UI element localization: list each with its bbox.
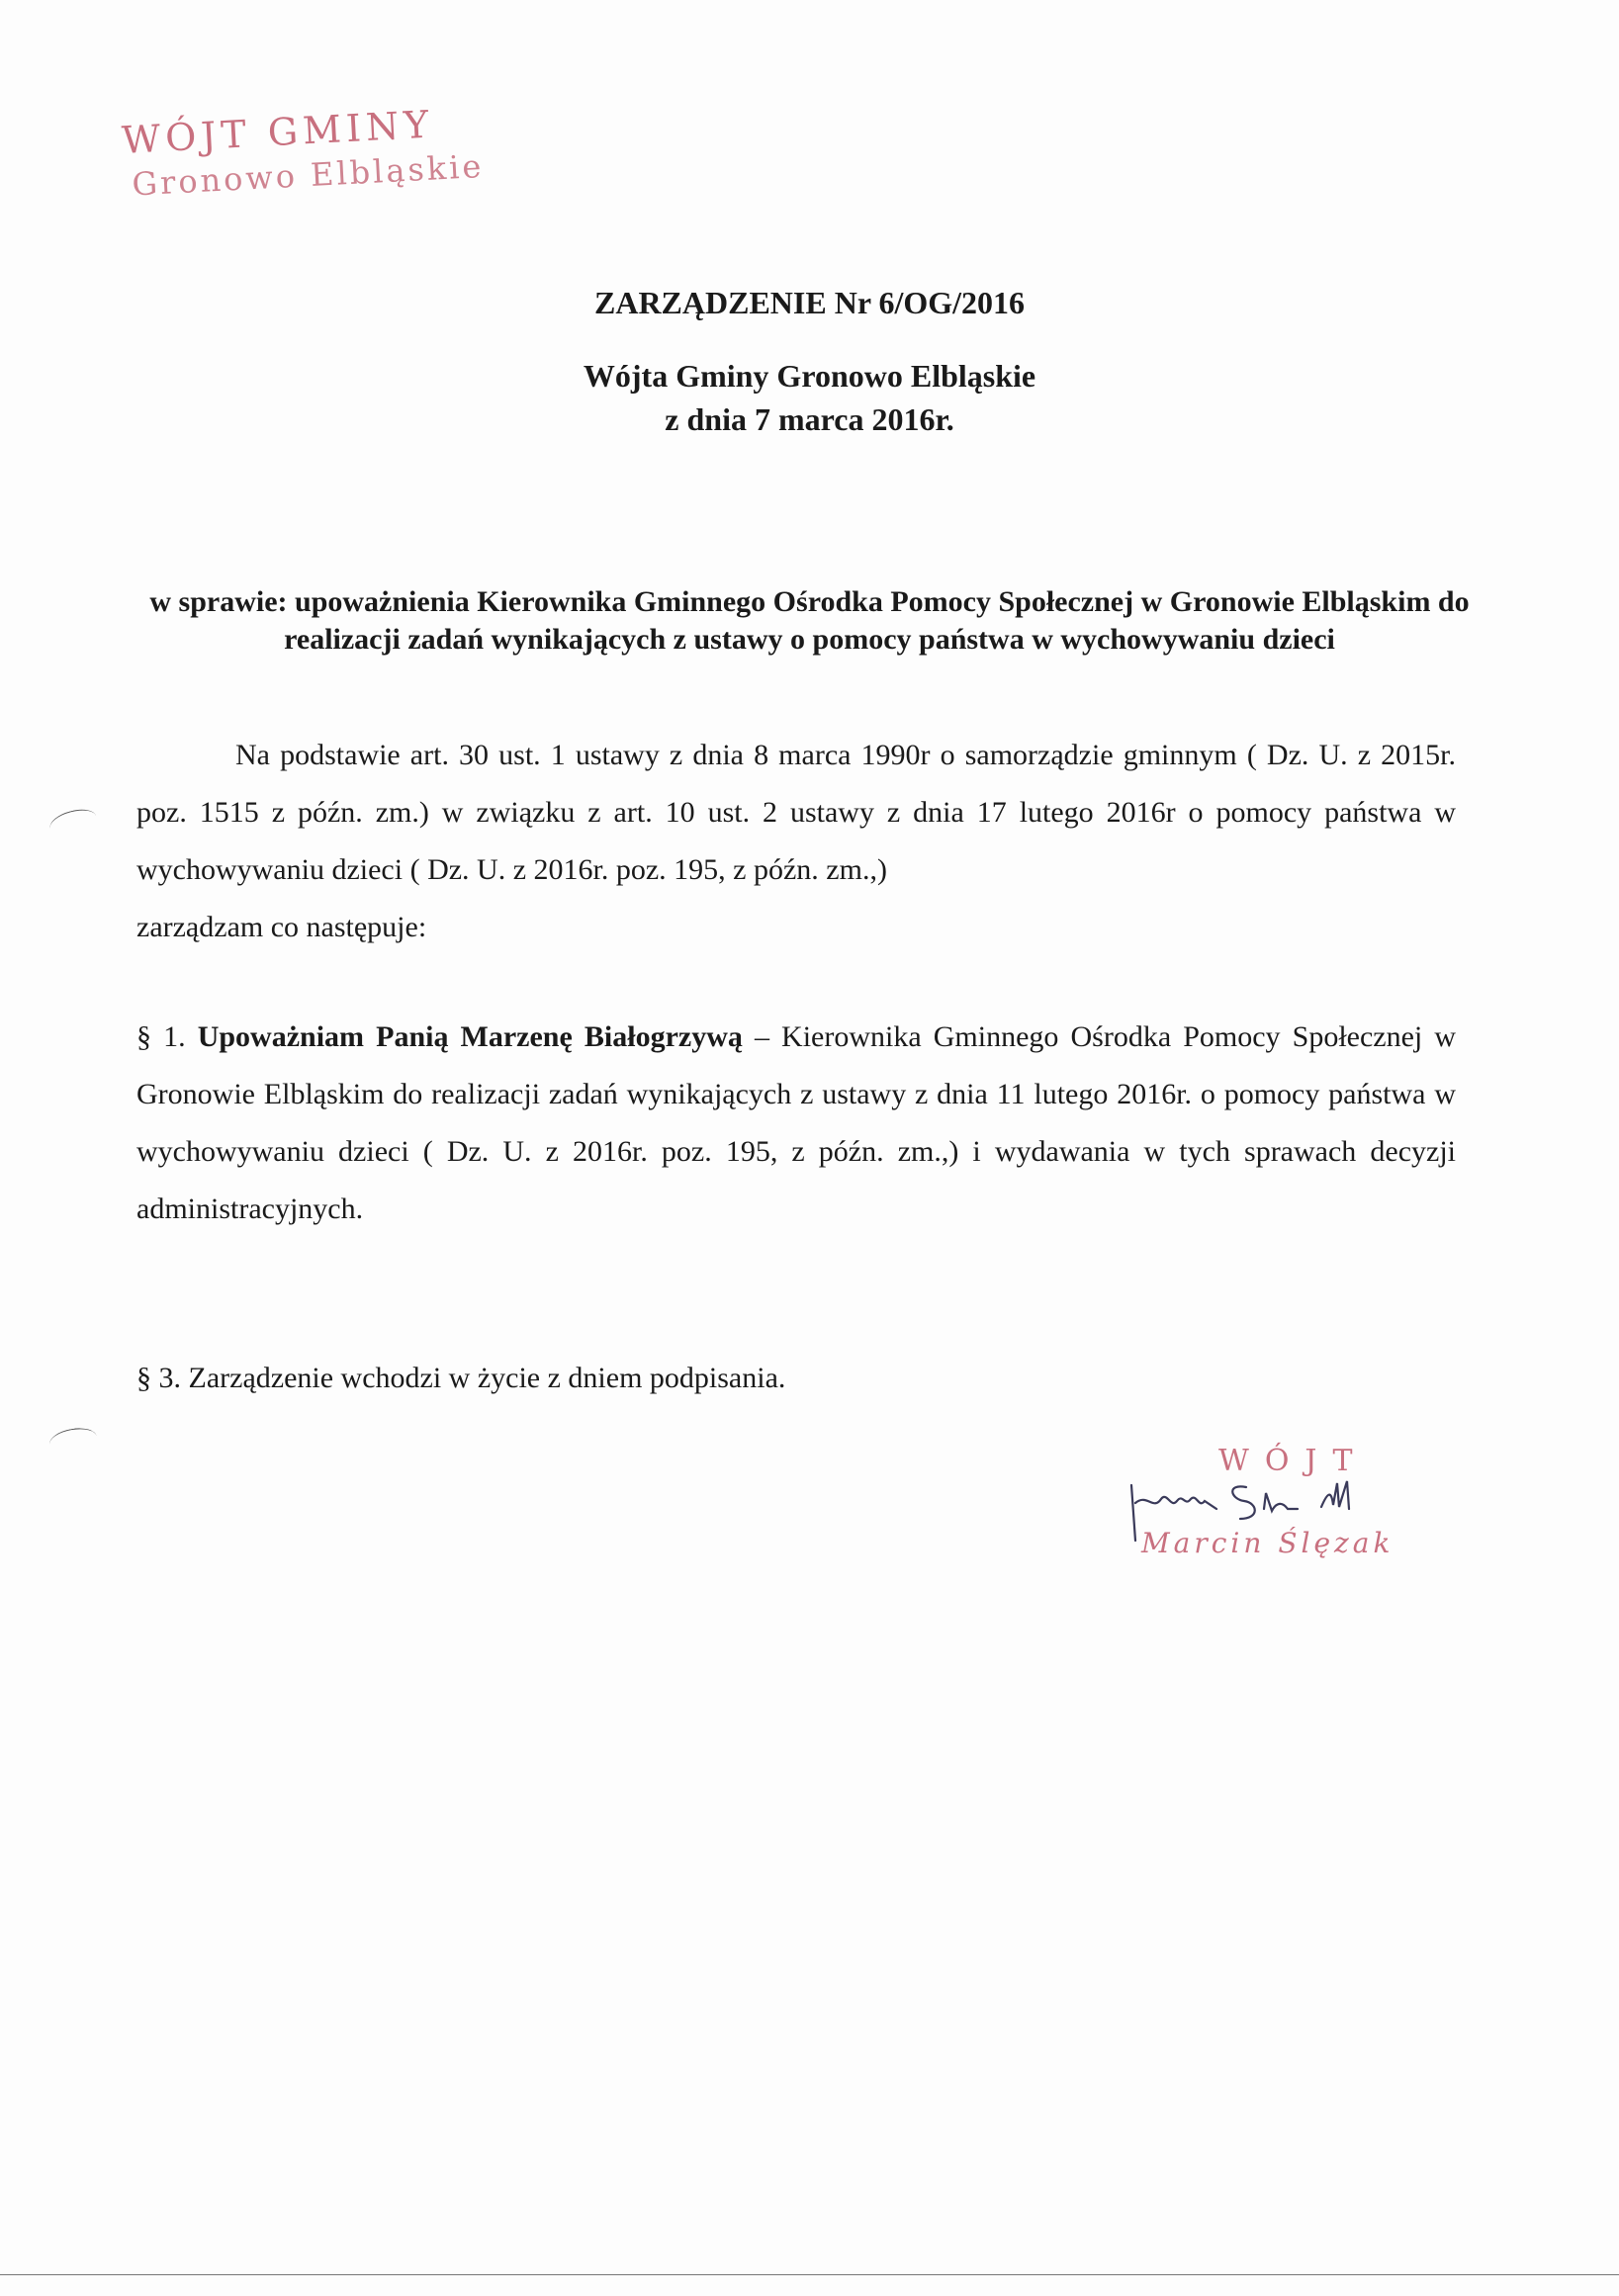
stamp-line-1: WÓJT GMINY xyxy=(121,102,435,162)
signature-stamp xyxy=(1127,1444,1424,1582)
document-issuer: Wójta Gminy Gronowo Elbląskie xyxy=(583,358,1036,394)
stamp-line-2: Gronowo Elbląskie xyxy=(131,146,486,204)
margin-mark xyxy=(47,1425,98,1456)
office-stamp xyxy=(121,100,485,204)
legal-basis-paragraph xyxy=(136,727,1456,956)
section-1-bold: Upoważniam Panią Marzenę Białogrzywą xyxy=(197,1020,743,1053)
signature-stamp-name: Marcin Ślęzak xyxy=(1141,1527,1394,1559)
signature-stamp-title: WÓJT xyxy=(1218,1444,1369,1478)
page-edge-line xyxy=(0,2274,1619,2275)
section-1-number: § 1. xyxy=(136,1020,186,1053)
document-subject: w sprawie: upoważnienia Kierownika Gminnego Ośrodka Pomocy Społecznej w Gronowie Elbląskim do realizacji zadań wynikających z ustawy o pomocy państwa w wychowywaniu dzieci xyxy=(149,585,1470,656)
section-3-paragraph: § 3. Zarządzenie wchodzi w życie z dniem podpisania. xyxy=(136,1362,786,1394)
margin-mark xyxy=(47,805,99,839)
decree-line: zarządzam co następuje: xyxy=(136,911,427,943)
document-date: z dnia 7 marca 2016r. xyxy=(665,401,954,437)
section-1-paragraph xyxy=(136,1009,1456,1238)
section-1-text: – Kierownika Gminnego Ośrodka Pomocy Społecznej w Gronowie Elbląskim do realizacji zadań wynikających z ustawy z dnia 11 lutego 2016r. o pomocy państwa w wychowywaniu dzieci ( Dz. U. z 2016r. poz. 195, z późn. zm.,) i wydawania w tych sprawach decyzji administracyjnych. xyxy=(136,1020,1457,1225)
legal-basis-text: Na podstawie art. 30 ust. 1 ustawy z dnia 8 marca 1990r o samorządzie gminnym ( Dz. U. z 2015r. poz. 1515 z późn. zm.) w związku z art. 10 ust. 2 ustawy z dnia 17 lutego 2016r o pomocy państwa w wychowywaniu dzieci ( Dz. U. z 2016r. poz. 195, z późn. zm.,) xyxy=(136,739,1456,886)
document-title: ZARZĄDZENIE Nr 6/OG/2016 xyxy=(593,285,1025,320)
